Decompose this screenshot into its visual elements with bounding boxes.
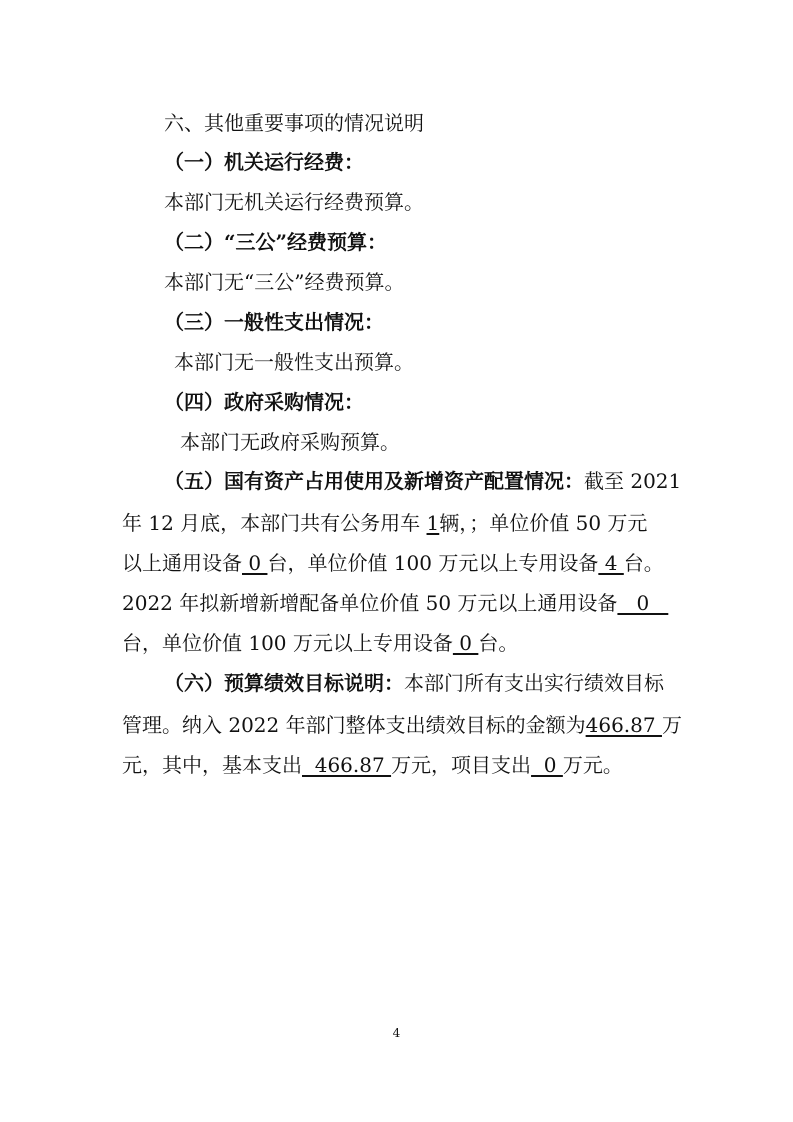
s4-title: （四）政府采购情况：	[164, 390, 364, 414]
total-target-amount: 466.87	[585, 713, 662, 737]
page-number: 4	[392, 1026, 401, 1040]
s1-body: 本部门无机关运行经费预算。	[164, 190, 424, 214]
section-heading: 六、其他重要事项的情况说明	[164, 111, 424, 135]
general-equipment-count: 0	[242, 551, 268, 575]
new-special-equipment-count: 0	[452, 631, 479, 655]
s6-line1	[0, 670, 793, 696]
s5-line1-tail: 截至 2021	[584, 469, 682, 493]
s3-body: 本部门无一般性支出预算。	[174, 350, 414, 374]
s2-body: 本部门无“三公”经费预算。	[164, 270, 405, 294]
special-equipment-count: 4	[598, 551, 624, 575]
s5-line5: 台，单位价值 100 万元以上专用设备 0 台。	[122, 631, 519, 655]
s5-line4: 2022 年拟新增新增配备单位价值 50 万元以上通用设备 0	[122, 591, 669, 615]
s3-title: （三）一般性支出情况：	[164, 310, 384, 334]
basic-expenditure-amount: 466.87	[302, 753, 392, 777]
s6-line1-tail: 本部门所有支出实行绩效目标	[404, 671, 664, 695]
s6-line2: 管理。纳入 2022 年部门整体支出绩效目标的金额为466.87 万	[122, 713, 682, 737]
s6-title: （六）预算绩效目标说明：	[164, 671, 404, 695]
new-general-equipment-count: 0	[617, 591, 669, 615]
s1-title: （一）机关运行经费：	[164, 150, 364, 174]
vehicle-count: 1	[426, 511, 440, 535]
s6-line3: 元，其中，基本支出 466.87 万元，项目支出 0 万元。	[122, 753, 623, 777]
s5-line3: 以上通用设备 0 台，单位价值 100 万元以上专用设备 4 台。	[122, 551, 664, 575]
s5-line1	[0, 468, 793, 494]
s2-title: （二）“三公”经费预算：	[164, 230, 388, 254]
s5-title: （五）国有资产占用使用及新增资产配置情况：	[164, 469, 584, 493]
s5-line2: 年 12 月底，本部门共有公务用车 1辆，；单位价值 50 万元	[122, 511, 648, 535]
project-expenditure-amount: 0	[531, 753, 563, 777]
s4-body: 本部门无政府采购预算。	[180, 430, 400, 454]
